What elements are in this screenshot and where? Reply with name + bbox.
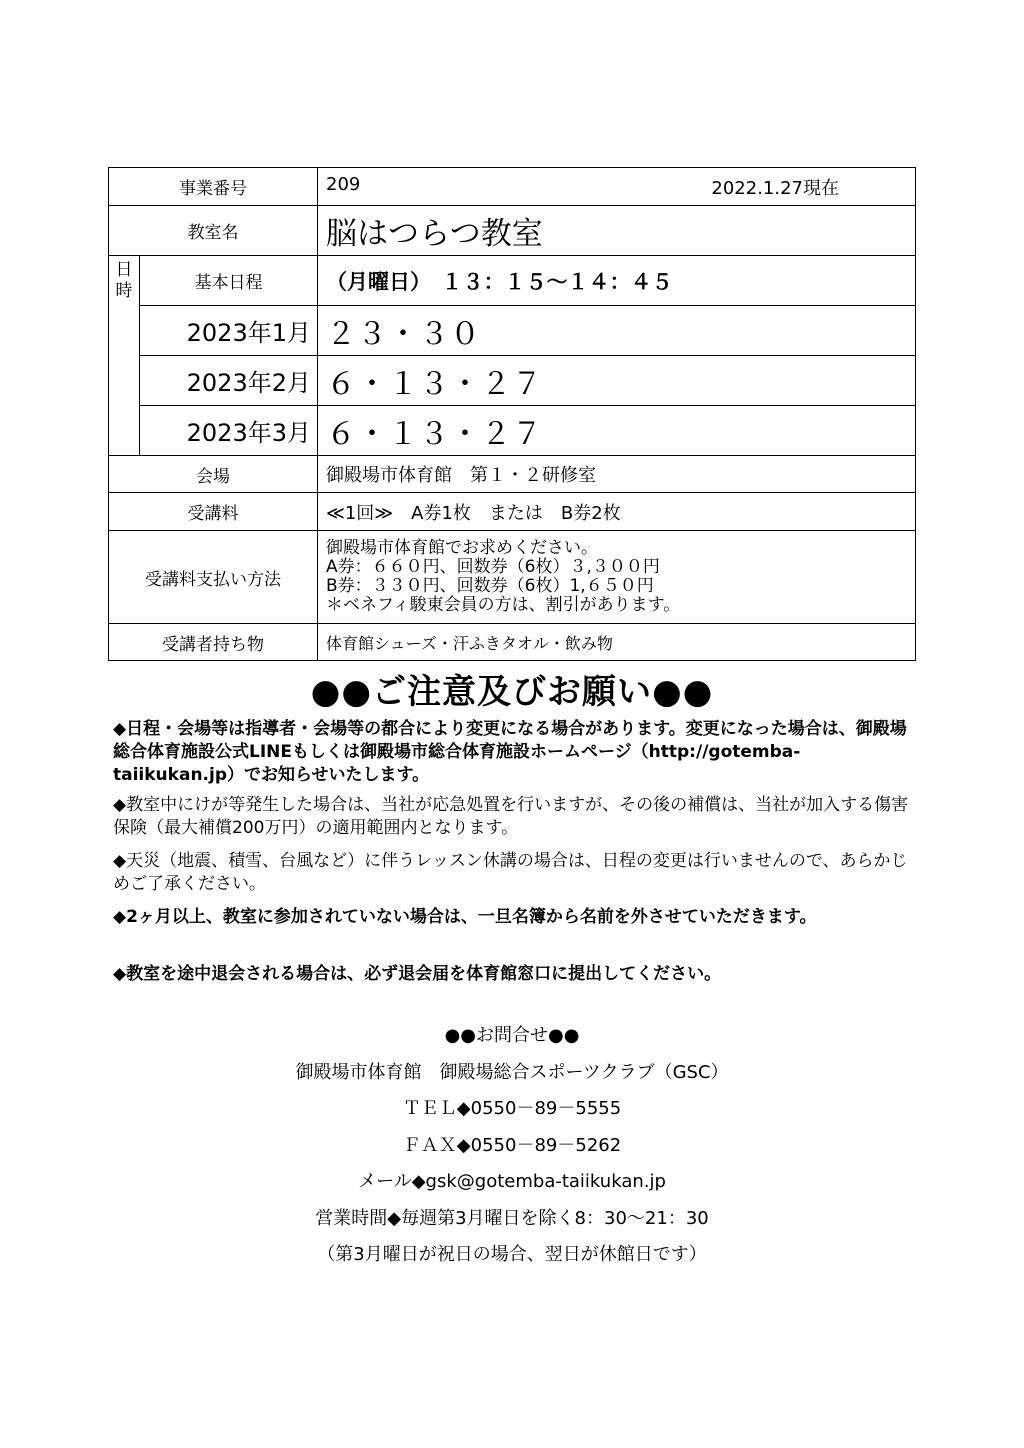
schedule-value: （月曜日） １３：１５～１４：４５: [318, 256, 916, 306]
notice-item: ◆2ヶ月以上、教室に参加されていない場合は、一旦名簿から名前を外させていただきます。: [113, 907, 817, 927]
datetime-side-char-1: 日: [115, 260, 133, 280]
row-schedule: [109, 256, 916, 306]
datetime-side-label: [109, 256, 140, 456]
contact-tel: ＴＥＬ◆0550－89－5555: [402, 1098, 622, 1119]
notice-item: ◆教室を途中退会される場合は、必ず退会届を体育館窓口に提出してください。: [113, 964, 722, 984]
payment-line: ＊ベネフィ駿東会員の方は、割引があります。: [326, 595, 681, 615]
month-days-jan: ２３・３０: [318, 306, 916, 356]
payment-line: A券：６６０円、回数券（6枚）３,３００円: [326, 557, 660, 577]
items-value: 体育館シューズ・汗ふきタオル・飲み物: [318, 624, 916, 661]
row-name: [109, 206, 916, 256]
row-items: [109, 624, 916, 661]
row-fee: [109, 493, 916, 531]
payment-line: 御殿場市体育館でお求めください。: [326, 538, 598, 558]
month-days-mar: ６・１３・２７: [318, 406, 916, 456]
month-label-jan: 2023年1月: [140, 306, 318, 356]
contact-section: [0, 1022, 1024, 1278]
class-name: 脳はつらつ教室: [318, 206, 916, 256]
items-label: 受講者持ち物: [109, 624, 318, 661]
contact-org: 御殿場市体育館 御殿場総合スポーツクラブ（GSC）: [295, 1061, 729, 1083]
row-payment: [109, 531, 916, 624]
row-month-feb: [109, 356, 916, 406]
row-month-jan: [109, 306, 916, 356]
fee-label: 受講料: [109, 493, 318, 531]
contact-hours: 営業時間◆毎週第3月曜日を除く8：30～21：30: [315, 1207, 709, 1229]
contact-hours-note: （第3月曜日が祝日の場合、翌日が休館日です）: [317, 1244, 707, 1265]
notice-heading: ●●ご注意及びお願い●●: [310, 672, 714, 712]
class-info-table: [108, 167, 916, 661]
contact-fax: ＦＡＸ◆0550－89－5262: [402, 1134, 622, 1156]
payment-line: B券：３３０円、回数券（6枚）1,６５０円: [326, 576, 654, 596]
name-label: 教室名: [109, 206, 318, 256]
contact-email: メール◆gsk@gotemba-taiikukan.jp: [358, 1171, 666, 1192]
notice-item: ◆日程・会場等は指導者・会場等の都合により変更になる場合があります。変更になった場合は、御殿場総合体育施設公式LINEもしくは御殿場市総合体育施設ホームページ（http://gotemba-taiikukan.jp）でお知らせいたします。: [113, 719, 907, 785]
as-of-date: 2022.1.27現在: [711, 177, 839, 199]
payment-label: 受講料支払い方法: [109, 531, 318, 624]
fee-value: ≪1回≫ A券1枚 または B券2枚: [318, 493, 916, 531]
row-month-mar: [109, 406, 916, 456]
contact-heading: ●●お問合せ●●: [444, 1025, 580, 1046]
id-cell: [318, 168, 916, 206]
month-days-feb: ６・１３・２７: [318, 356, 916, 406]
payment-details: [318, 531, 916, 624]
notice-item: ◆天災（地震、積雪、台風など）に伴うレッスン休講の場合は、日程の変更は行いませんので、あらかじめご了承ください。: [113, 851, 908, 894]
row-venue: [109, 456, 916, 493]
notice-item: ◆教室中にけが等発生した場合は、当社が応急処置を行いますが、その後の補償は、当社が加入する傷害保険（最大補償200万円）の適用範囲内となります。: [113, 795, 909, 838]
row-id: [109, 168, 916, 206]
schedule-label: 基本日程: [140, 256, 318, 306]
datetime-side-char-2: 時: [115, 281, 133, 301]
month-label-feb: 2023年2月: [140, 356, 318, 406]
id-value: 209: [326, 173, 361, 195]
id-label: 事業番号: [109, 168, 318, 206]
month-label-mar: 2023年3月: [140, 406, 318, 456]
venue-label: 会場: [109, 456, 318, 493]
venue-value: 御殿場市体育館 第１・２研修室: [318, 456, 916, 493]
notice-list: [113, 718, 913, 986]
